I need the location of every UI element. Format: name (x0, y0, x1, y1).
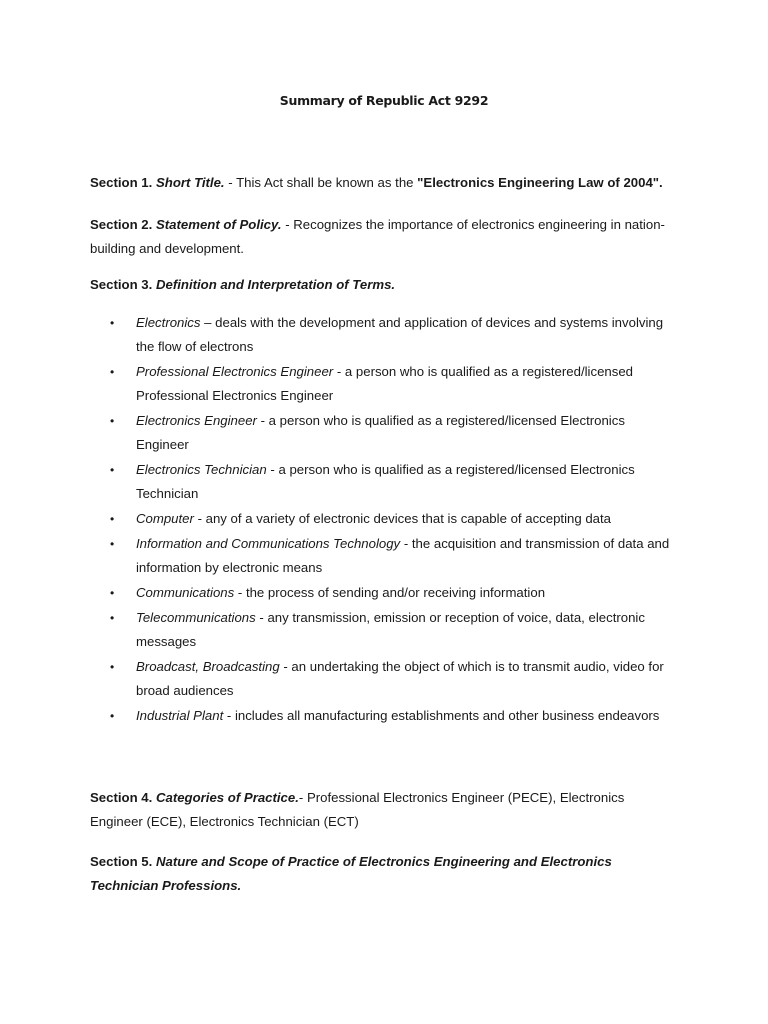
list-item (110, 360, 680, 408)
bullet-icon: • (110, 709, 115, 723)
section-text: - This Act shall be known as the (224, 175, 418, 190)
section-text: - Professional Electronics Engineer (PECE), Electronics Engineer (ECE), Electronics Technician (ECT) (90, 790, 625, 829)
section-number: Section 3. (90, 277, 153, 292)
list-item (110, 606, 680, 654)
definition-text: - any transmission, emission or reception of voice, data, electronic messages (136, 610, 645, 649)
list-item (110, 704, 680, 728)
section-text: - Recognizes the importance of electronics engineering in nation-building and development. (90, 217, 665, 256)
definition-term: Electronics Engineer (136, 413, 257, 428)
list-item (110, 507, 680, 531)
bullet-icon: • (110, 660, 115, 674)
bullet-icon: • (110, 512, 115, 526)
section-heading: Categories of Practice. (155, 790, 299, 805)
section-quote: "Electronics Engineering Law of 2004". (417, 175, 663, 190)
bullet-icon: • (110, 611, 115, 625)
list-item (110, 409, 680, 457)
section-number: Section 1. (90, 175, 153, 190)
definition-text: - includes all manufacturing establishments and other business endeavors (223, 708, 660, 723)
definition-term: Communications (136, 585, 235, 600)
section-heading: Definition and Interpretation of Terms. (155, 277, 396, 292)
section-1 (90, 171, 680, 195)
bullet-icon: • (110, 586, 115, 600)
list-item (110, 311, 680, 359)
definition-text: - a person who is qualified as a registered/licensed Professional Electronics Engineer (136, 364, 634, 403)
definition-term: Electronics Technician (136, 462, 267, 477)
section-4 (90, 786, 680, 834)
bullet-icon: • (110, 537, 115, 551)
list-item (110, 532, 680, 580)
definition-term: Telecommunications (136, 610, 256, 625)
section-number: Section 2. (90, 217, 153, 232)
definition-text: - a person who is qualified as a registered/licensed Electronics Engineer (136, 413, 625, 452)
definition-term: Computer (136, 511, 194, 526)
definition-text: - a person who is qualified as a registered/licensed Electronics Technician (136, 462, 635, 501)
list-item (110, 655, 680, 703)
bullet-icon: • (110, 414, 115, 428)
definition-term: Electronics (136, 315, 201, 330)
bullet-icon: • (110, 365, 115, 379)
definition-text: - any of a variety of electronic devices that is capable of accepting data (193, 511, 612, 526)
section-number: Section 4. (90, 790, 153, 805)
definition-term: Information and Communications Technology (136, 536, 401, 551)
definitions-list (110, 311, 680, 729)
section-5 (90, 850, 650, 898)
definition-term: Broadcast, Broadcasting (136, 659, 280, 674)
bullet-icon: • (110, 463, 115, 477)
definition-text: - an undertaking the object of which is to transmit audio, video for broad audiences (136, 659, 664, 698)
document-title: Summary of Republic Act 9292 (279, 93, 489, 108)
definition-term: Industrial Plant (136, 708, 224, 723)
definition-text: - the acquisition and transmission of data and information by electronic means (136, 536, 670, 575)
bullet-icon: • (110, 316, 115, 330)
list-item (110, 581, 680, 605)
definition-text: – deals with the development and application of devices and systems involving the flow of electrons (136, 315, 664, 354)
section-heading: Statement of Policy. (155, 217, 282, 232)
section-3 (90, 273, 680, 297)
section-number: Section 5. (90, 854, 153, 869)
list-item (110, 458, 680, 506)
definition-term: Professional Electronics Engineer (136, 364, 334, 379)
section-heading: Short Title. (155, 175, 225, 190)
definition-text: - the process of sending and/or receiving information (234, 585, 546, 600)
section-heading: Nature and Scope of Practice of Electronics Engineering and Electronics Technician Professions. (90, 854, 612, 893)
section-2 (90, 213, 680, 261)
